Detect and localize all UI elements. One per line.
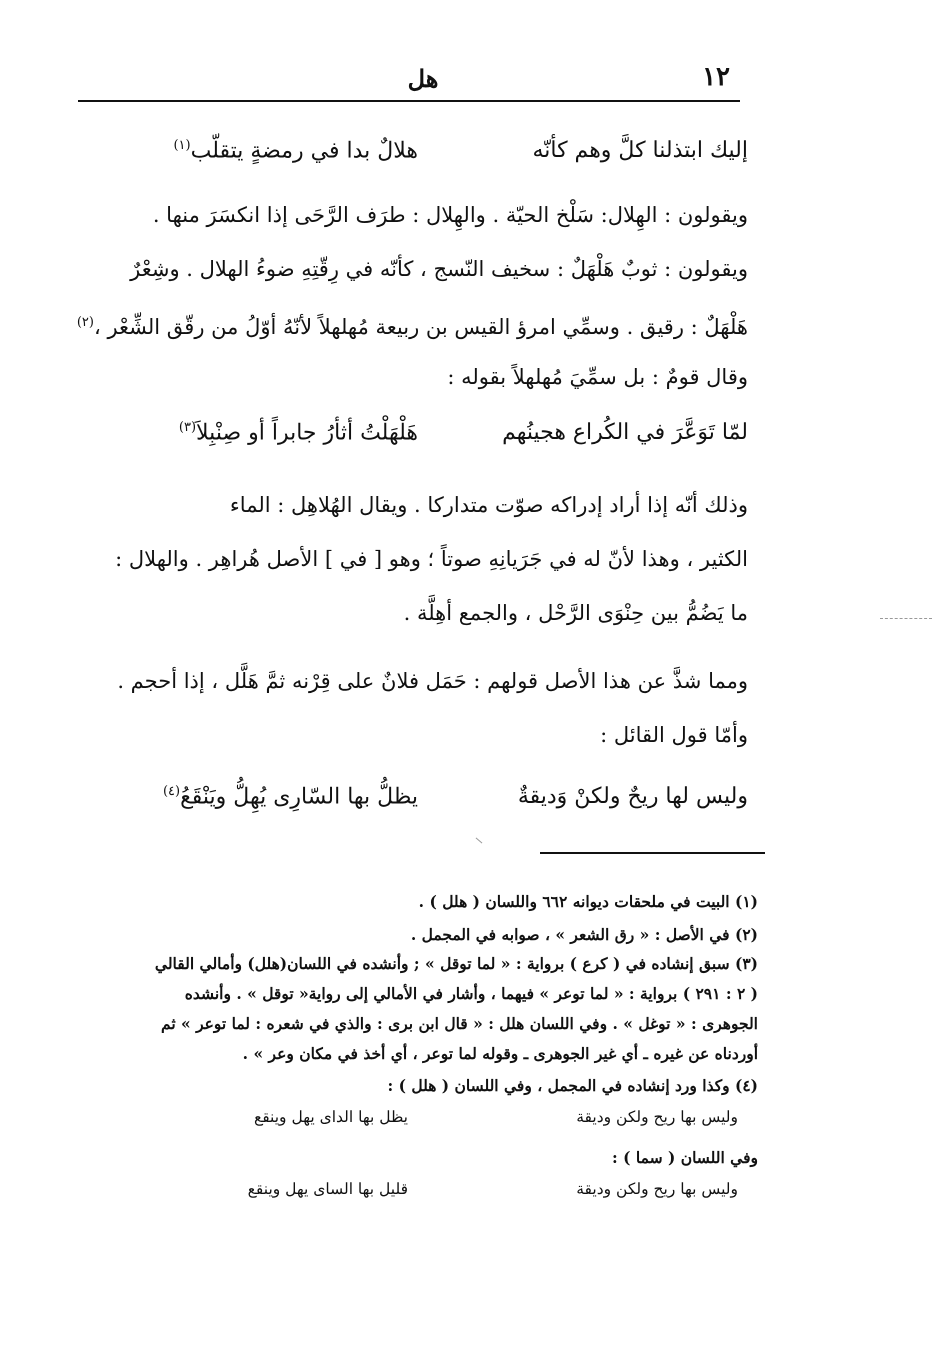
verse-3-hemistich-1: وليس لها ريحٌ ولكنْ وَديقةٌ	[517, 784, 748, 809]
footnote-4: (٤) وكذا ورد إنشاده في المجمل ، وفي اللسان ( هلل ) :	[387, 1076, 758, 1095]
text-line-4: وقال قومٌ : بل سمِّيَ مُهلهلاً بقوله :	[447, 365, 748, 389]
footnote-mark-3: (٣)	[178, 420, 197, 435]
page-number: ١٢	[702, 62, 730, 92]
text-line-6: الكثير ، وهذا لأنّ له في جَرَيانِهِ صوتاً ؛ وهو [ في ] الأصل هُراهِر . والهلال :	[115, 547, 748, 571]
verse-1-hemistich-2: هلالٌ بدا في رمضةٍ يتقلّب$^{(١)}$	[173, 138, 418, 164]
verse-1	[108, 138, 748, 178]
verse-3	[108, 784, 748, 824]
footnote-rule	[540, 852, 765, 854]
footnote-3-line-3: الجوهرى : « توغل » . وفي اللسان هلل : « قال ابن برى : والذي في شعره : لما توعر » ثم	[161, 1014, 758, 1033]
stray-mark	[476, 838, 483, 844]
footnote-mark-4: (٤)	[162, 784, 181, 799]
verse-2-hemistich-2: هَلْهَلْتُ أثأرُ جابراً أو صِنْبِلاَ$^{(٣)}$	[178, 420, 418, 446]
footnote-mark-2: (٢)	[76, 315, 94, 330]
verse-2	[108, 420, 748, 460]
margin-mark	[880, 618, 932, 619]
text-line-5: وذلك أنّه إذا أراد إدراكه صوّت متداركا . ويقال الهُلاهِل : الماء	[229, 493, 748, 517]
footnote-mark-1: (١)	[173, 138, 191, 153]
footnote-3-line-1: (٣) سبق إنشاده في ( كرع ) برواية : « لما توقل » ; وأنشده في اللسان(هلل) وأمالي القالي	[154, 954, 758, 973]
text-line-2: ويقولون : ثوبٌ هَلْهَلٌ : سخيف النّسج ، كأنّه في رِقّتِهِ ضوءُ الهلال . وشِعْرٌ	[130, 257, 748, 281]
verse-2-hemistich-1: لمّا تَوَعَّرَ في الكُراع هجينُهم	[502, 420, 748, 445]
footnote-4-verse-1-hemistich-2: يظل بها الداى يهل وينقع	[253, 1108, 408, 1126]
text-line-8: ومما شذَّ عن هذا الأصل قولهم : حَمَل فلانٌ على قِرْنه ثمَّ هَلَّل ، إذا أحجم .	[117, 669, 748, 693]
text-line-9: وأمّا قول القائل :	[600, 723, 748, 747]
running-head: هل	[407, 64, 439, 93]
footnote-2: (٢) في الأصل : « رق الشعر » ، صوابه في المجمل .	[410, 925, 758, 944]
footnote-4-verse-1-hemistich-1: وليس بها ريح ولكن وديقة	[576, 1108, 738, 1126]
text-line-3: هَلْهَلٌ : رقيق . وسمِّي امرؤ القيس بن ربيعة مُهلهلاً لأنّهُ أوّلُ من رقّق الشِّعْر ،$^{(٢)}$	[76, 315, 748, 339]
verse-1-hemistich-1: إليك ابتذلنا كلَّ وهم كأنّه	[532, 138, 748, 163]
text-line-1: ويقولون : الهِلال: سَلْخ الحيّة . والهِلال : طرَف الرَّحَى إذا انكسَرَ منها .	[152, 203, 748, 227]
footnote-4-verse-2-hemistich-2: قليل بها الساى يهل وينقع	[247, 1180, 408, 1198]
footnote-1: (١) البيت في ملحقات ديوانه ٦٦٢ واللسان ( هلل ) .	[418, 892, 758, 911]
footnote-3-line-2: ( ٢ : ٢٩١ ) برواية : « لما توعر » فيهما ، وأشار في الأمالي إلى رواية« توقل » . وأنشده	[184, 984, 758, 1003]
footnote-4-verse-2-hemistich-1: وليس بها ريح ولكن وديقة	[576, 1180, 738, 1198]
verse-3-hemistich-2: يظلُّ بها السّارِى يُهِلُّ ويَنْقَعُ$^{(٤)}$	[162, 784, 418, 810]
footnote-3-line-4: أوردناه عن غيره ـ أي غير الجوهرى ـ وقوله لما توعر ، أي أخذ في مكان وعر » .	[242, 1044, 758, 1063]
page-header	[78, 62, 738, 92]
text-line-7: ما يَضُمُّ بين حِنْوَى الرَّحْل ، والجمع أهِلَّة .	[403, 601, 748, 625]
header-rule	[78, 100, 740, 102]
footnote-4-line: وفي اللسان ( سما ) :	[612, 1148, 758, 1167]
